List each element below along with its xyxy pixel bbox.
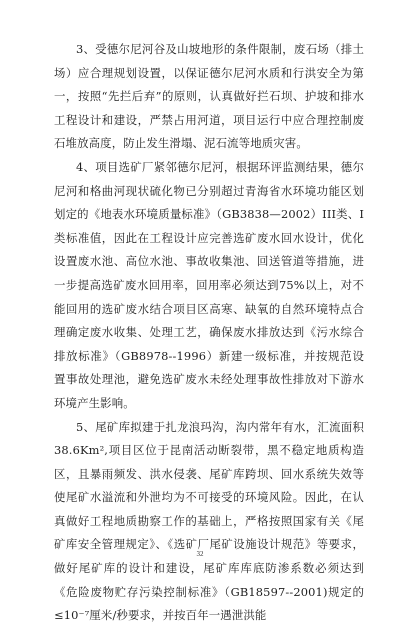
paragraph-3: 3、受德尔尼河谷及山坡地形的条件限制，废石场（排土场）应合理规划设置，以保证德尔尼河水质和行洪安全为第一，按照“先拦后弃”的原则，认真做好拦石坝、护坡和排水工程设计和建设，严禁占用河道，项目运行中应合理控制废石堆放高度，防止发生滑塌、泥石流等地质灾害。 (54, 42, 364, 151)
body-text (54, 38, 364, 628)
page-number: 32 (196, 550, 204, 558)
paragraph-4: 4、项目选矿厂紧邻德尔尼河，根据环评监测结果，德尔尼河和格曲河现状硫化物已分别超过青海省水环境功能区划划定的《地表水环境质量标准》（GB3838—2002）III类、I类标准值，因此在工程设计应完善选矿废水回水设计，优化设置废水池、高位水池、事故收集池、回送管道等措施，进一步提高选矿废水回用率，回用率必须达到75%以上，对不能回用的选矿废水结合项目区高寒、缺氧的自然环境特点合理确定废水收集、处理工艺，确保废水排放达到《污水综合排放标准》（GB8978--1996）新建一级标准，并按规范设置事故处理池，避免选矿废水未经处理事故性排放对下游水环境产生影响。 (54, 159, 364, 410)
paragraph-5: 5、尾矿库拟建于扎龙浪玛沟，沟内常年有水，汇流面积38.6Km²,项目区位于昆南活动断裂带，黑不稳定地质构造区，且暴雨频发、洪水侵袭、尾矿库跨坝、回水系统失效等使尾矿水溢流和外泄均为不可接受的环境风险。因此，在认真做好工程地质勘察工作的基础上，严格按照国家有关《尾矿库安全管理规定》、《选矿厂尾矿设施设计规范》等要求，做好尾矿库的设计和建设，尾矿库库底防渗系数必须达到《危险废物贮存污染控制标准》（GB18597--2001)规定的≤10⁻⁷厘米/秒要求，并按百年一遇泄洪能 (54, 419, 364, 623)
